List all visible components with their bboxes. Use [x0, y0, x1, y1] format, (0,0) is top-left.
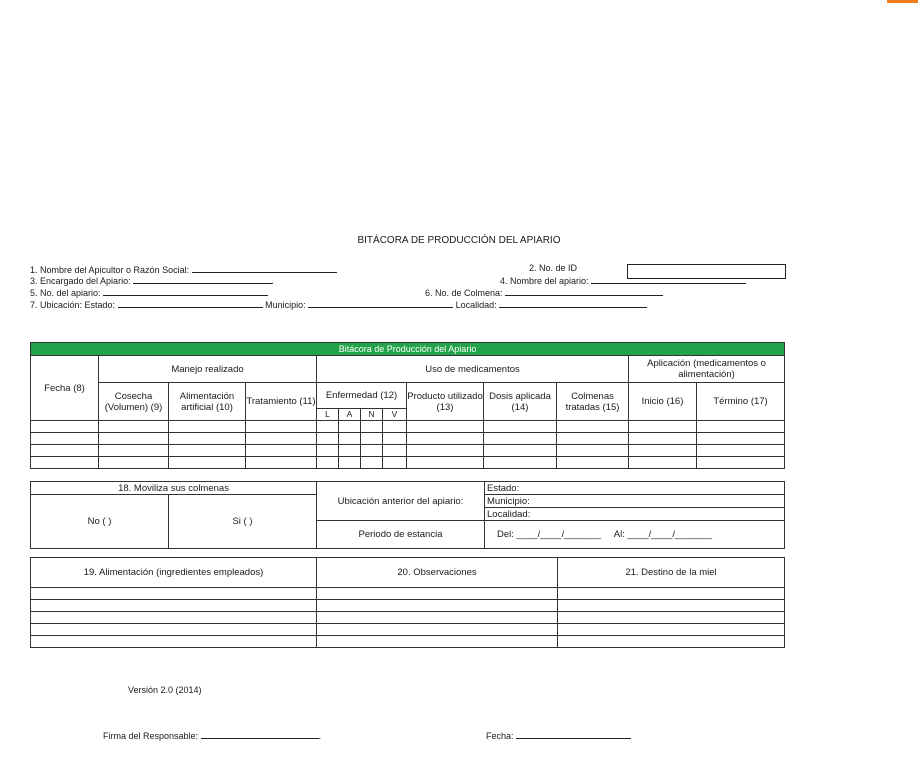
fecha-label: Fecha:: [486, 731, 514, 741]
table-row[interactable]: [31, 588, 785, 600]
prev-estado-field[interactable]: Estado:: [485, 482, 785, 495]
table-row[interactable]: [31, 445, 785, 457]
field-ubicacion-label: 7. Ubicación: Estado:: [30, 300, 116, 310]
field-no-colmena: [425, 286, 663, 298]
table-row[interactable]: [31, 457, 785, 469]
field-ubicacion: [30, 298, 647, 310]
firma-line[interactable]: [201, 729, 319, 739]
ubicacion-anterior-label: Ubicación anterior del apiario:: [317, 482, 485, 521]
fecha-line[interactable]: [516, 729, 631, 739]
header-alimentacion: Alimentación artificial (10): [169, 383, 246, 421]
field-no-colmena-label: 6. No. de Colmena:: [425, 288, 503, 298]
field-encargado: [30, 274, 273, 286]
header-colmenas: Colmenas tratadas (15): [557, 383, 629, 421]
header-dosis: Dosis aplicada (14): [484, 383, 557, 421]
field-municipio-label: Municipio:: [265, 300, 306, 310]
moviliza-table: [30, 481, 785, 549]
field-no-apiario-line[interactable]: [103, 286, 268, 296]
header-destino-miel: 21. Destino de la miel: [558, 558, 785, 588]
header-cosecha: Cosecha (Volumen) (9): [99, 383, 169, 421]
bottom-table: [30, 557, 785, 648]
table-row[interactable]: [31, 612, 785, 624]
page-title: BITÁCORA DE PRODUCCIÓN DEL APIARIO: [357, 235, 561, 246]
header-tratamiento: Tratamiento (11): [246, 383, 317, 421]
field-no-apiario-label: 5. No. del apiario:: [30, 288, 101, 298]
table-row[interactable]: [31, 433, 785, 445]
field-id-label: 2. No. de ID: [529, 263, 578, 273]
field-nombre-apiario-label: 4. Nombre del apiario:: [500, 276, 589, 286]
table-row[interactable]: [31, 624, 785, 636]
header-uso: Uso de medicamentos: [317, 356, 629, 383]
field-no-apiario: [30, 286, 268, 298]
header-lanv-v: V: [383, 409, 407, 421]
header-fecha: Fecha (8): [31, 356, 99, 421]
firma-field: [103, 729, 321, 741]
table-banner: Bitácora de Producción del Apiario: [31, 343, 785, 356]
firma-end: .: [318, 731, 322, 741]
header-inicio: Inicio (16): [629, 383, 697, 421]
field-estado-line[interactable]: [118, 298, 263, 308]
periodo-al: Al: ____/____/_______: [613, 529, 713, 540]
field-municipio-line[interactable]: [308, 298, 453, 308]
periodo-dates[interactable]: [485, 521, 785, 549]
field-apicultor-line[interactable]: [192, 263, 337, 273]
periodo-del: Del: ____/____/_______: [497, 529, 602, 540]
field-nombre-apiario: [500, 274, 746, 286]
table-row[interactable]: [31, 636, 785, 648]
production-table: [30, 342, 785, 469]
header-lanv-a: A: [339, 409, 361, 421]
header-lanv-n: N: [361, 409, 383, 421]
prev-localidad-field[interactable]: Localidad:: [485, 508, 785, 521]
field-localidad-label: Localidad:: [455, 300, 497, 310]
moviliza-si-option[interactable]: Si ( ): [169, 495, 317, 549]
header-observaciones: 20. Observaciones: [317, 558, 558, 588]
firma-label: Firma del Responsable:: [103, 731, 199, 741]
moviliza-no-option[interactable]: No ( ): [31, 495, 169, 549]
field-localidad-line[interactable]: [499, 298, 647, 308]
header-termino: Término (17): [697, 383, 785, 421]
field-nombre-apiario-line[interactable]: [591, 274, 746, 284]
version-label: Versión 2.0 (2014): [128, 685, 202, 695]
periodo-label: Periodo de estancia: [317, 521, 485, 549]
moviliza-title: 18. Moviliza sus colmenas: [31, 482, 317, 495]
prev-municipio-field[interactable]: Municipio:: [485, 495, 785, 508]
header-aplicacion: Aplicación (medicamentos o alimentación): [629, 356, 785, 383]
header-alimentacion-ingredientes: 19. Alimentación (ingredientes empleados): [31, 558, 317, 588]
field-encargado-line[interactable]: [133, 274, 273, 284]
header-manejo: Manejo realizado: [99, 356, 317, 383]
table-row[interactable]: [31, 600, 785, 612]
field-no-colmena-line[interactable]: [505, 286, 663, 296]
header-enfermedad: Enfermedad (12): [317, 383, 407, 409]
header-producto: Producto utilizado (13): [407, 383, 484, 421]
table-row[interactable]: [31, 421, 785, 433]
corner-accent-bar: [887, 0, 918, 3]
field-apicultor-label: 1. Nombre del Apicultor o Razón Social:: [30, 265, 190, 275]
field-encargado-label: 3. Encargado del Apiario:: [30, 276, 131, 286]
header-lanv-l: L: [317, 409, 339, 421]
fecha-field: [486, 729, 631, 741]
